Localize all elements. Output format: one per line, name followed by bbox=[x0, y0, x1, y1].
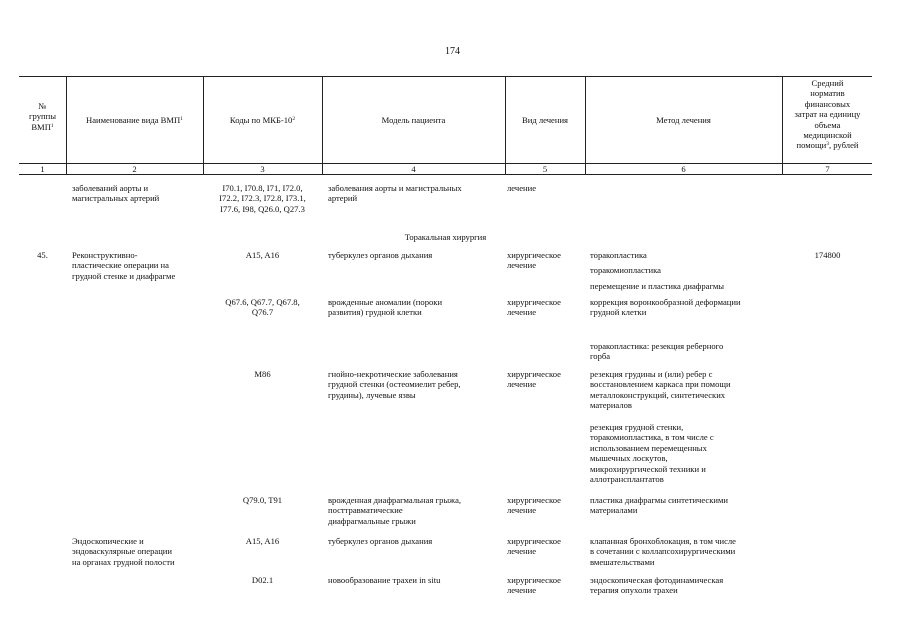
row2-method-1: коррекция воронкообразной деформации грудной клетки bbox=[590, 297, 741, 318]
row1-method-1: торакопластика bbox=[590, 250, 647, 260]
row2-method-2: торакопластика: резекция реберного горба bbox=[590, 341, 724, 362]
row5-method-1: клапанная бронхоблокация, в том числе в сочетании с коллапсохирургическими вмешательствами bbox=[590, 536, 736, 567]
row6-method-1: эндоскопическая фотодинамическая терапия опухоли трахеи bbox=[590, 575, 724, 596]
header-vmp-name: Наименование вида ВМП$^1$ bbox=[85, 115, 183, 125]
row3-treatment-type: хирургическое лечение bbox=[507, 369, 561, 390]
col-number-1: 1 bbox=[40, 164, 45, 174]
row5-icd-codes: A15, A16 bbox=[245, 536, 280, 546]
row1-method-3: перемещение и пластика диафрагмы bbox=[590, 281, 725, 291]
col-number-6: 6 bbox=[681, 164, 686, 174]
cont-vmp-name: заболеваний аорты и магистральных артерий bbox=[72, 183, 160, 204]
row6-icd-codes: D02.1 bbox=[251, 575, 274, 585]
row4-icd-codes: Q79.0, T91 bbox=[242, 495, 283, 505]
row1-icd-codes: A15, A16 bbox=[245, 250, 280, 260]
row4-treatment-type: хирургическое лечение bbox=[507, 495, 561, 516]
col-number-3: 3 bbox=[260, 164, 265, 174]
col-number-5: 5 bbox=[542, 164, 548, 174]
cont-icd-codes: I70.1, I70.8, I71, I72.0, I72.2, I72.3, I72.8, I73.1, I77.6, I98, Q26.0, Q27.3 bbox=[219, 183, 306, 214]
section-title: Торакальная хирургия bbox=[404, 232, 487, 242]
page-number: 174 bbox=[445, 46, 460, 57]
row3-icd-codes: M86 bbox=[254, 369, 271, 379]
row2-patient-model: врожденные аномалии (пороки развития) грудной клетки bbox=[328, 297, 443, 318]
row1-method-2: торакомиопластика bbox=[590, 265, 661, 275]
table-top-border bbox=[19, 76, 872, 77]
col-number-2: 2 bbox=[132, 164, 137, 174]
row4-method-1: пластика диафрагмы синтетическими материалами bbox=[590, 495, 729, 516]
row1-patient-model: туберкулез органов дыхания bbox=[328, 250, 433, 260]
group-average-cost: 174800 bbox=[814, 250, 841, 260]
row3-method-1: резекция грудины и (или) ребер с восстановлением каркаса при помощи металлоконструкций, синтетических материалов bbox=[590, 369, 731, 411]
cont-patient-model: заболевания аорты и магистральных артерий bbox=[328, 183, 462, 204]
row6-treatment-type: хирургическое лечение bbox=[507, 575, 561, 596]
row6-patient-model: новообразование трахеи in situ bbox=[328, 575, 441, 585]
header-average-cost: Средний норматив финансовых затрат на единицу объема медицинской помощи$^3$, рублей bbox=[794, 78, 861, 151]
row2-treatment-type: хирургическое лечение bbox=[507, 297, 561, 318]
header-patient-model: Модель пациента bbox=[381, 115, 446, 125]
row5-vmp-name: Эндоскопические и эндоваскулярные операции на органах грудной полости bbox=[72, 536, 175, 567]
col-number-7: 7 bbox=[825, 164, 830, 174]
header-treatment-type: Вид лечения bbox=[521, 115, 569, 125]
header-treatment-method: Метод лечения bbox=[656, 115, 711, 125]
header-icd-codes: Коды по МКБ-$10^2$ bbox=[229, 115, 296, 125]
group-vmp-name: Реконструктивно- пластические операции на грудной стенке и диафрагме bbox=[72, 250, 176, 281]
cont-treatment-type: лечение bbox=[507, 183, 537, 193]
col-number-4: 4 bbox=[411, 164, 416, 174]
row5-treatment-type: хирургическое лечение bbox=[507, 536, 561, 557]
row3-method-2: резекция грудной стенки, торакомиопластика, в том числе с использованием перемещенных мышечных лоскутов, микрохирургической техники и аллотрансплантатов bbox=[590, 422, 714, 485]
row2-icd-codes: Q67.6, Q67.7, Q67.8, Q76.7 bbox=[225, 297, 300, 318]
row1-treatment-type: хирургическое лечение bbox=[507, 250, 561, 271]
header-group-number: № группы ВМП$^1$ bbox=[29, 101, 56, 132]
row5-patient-model: туберкулез органов дыхания bbox=[328, 536, 433, 546]
row4-patient-model: врожденная диафрагмальная грыжа, посттравматические диафрагмальные грыжи bbox=[328, 495, 462, 526]
group-number: 45. bbox=[37, 250, 48, 260]
row3-patient-model: гнойно-некротические заболевания грудной стенки (остеомиелит ребер, грудины), лучевые язвы bbox=[328, 369, 461, 400]
